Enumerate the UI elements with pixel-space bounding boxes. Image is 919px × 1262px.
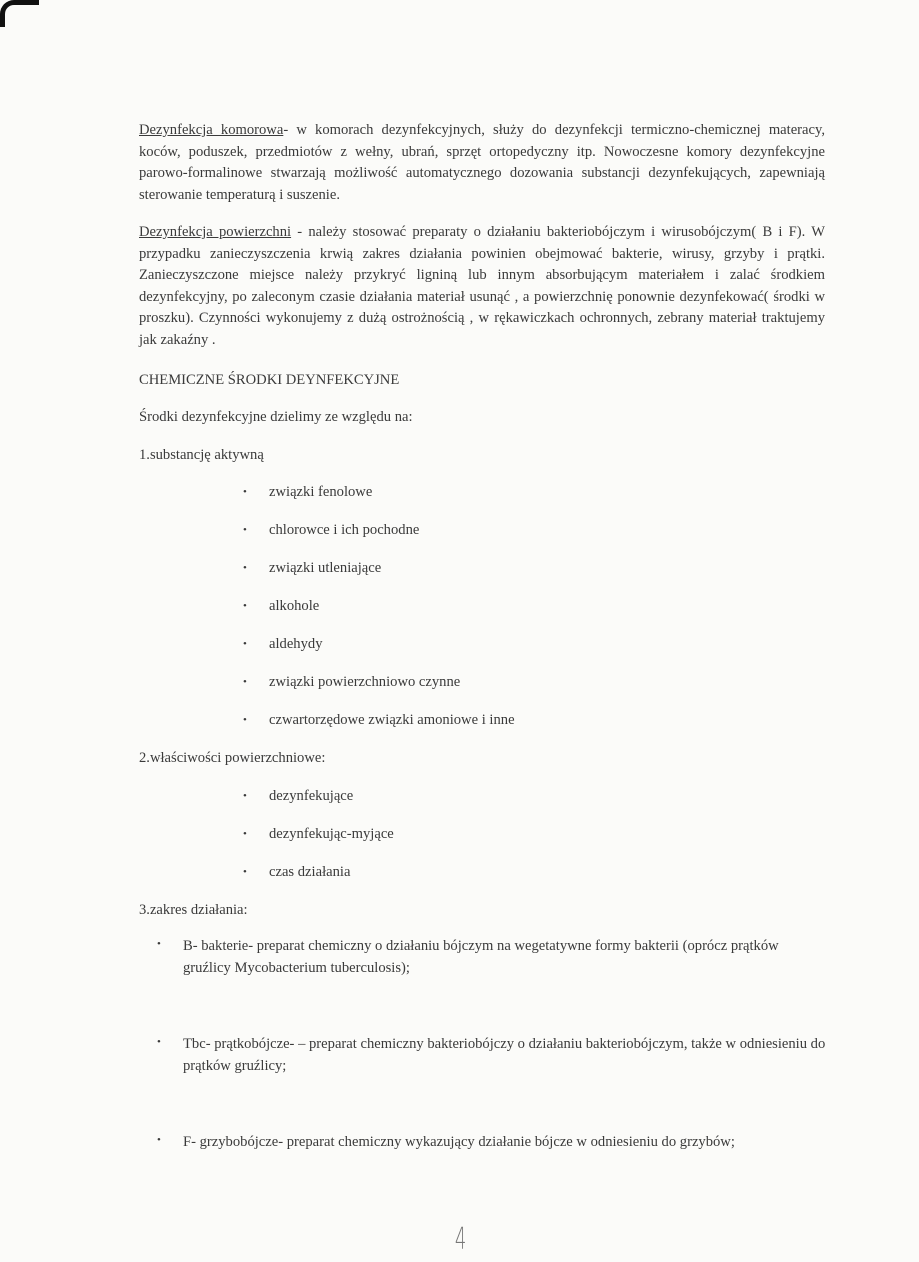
list-item [157, 1034, 827, 1077]
list-item-text: F- grzybobójcze- preparat chemiczny wykazujący działanie bójcze w odniesieniu do grzybów; [183, 1134, 735, 1150]
list-item [243, 824, 394, 846]
list-item [243, 786, 353, 808]
list-item [243, 520, 419, 542]
paragraph-text: - należy stosować preparaty o działaniu bakteriobójczym i wirusobójczym( B i F). W przypadku zanieczyszczenia krwią zakres działania powinien obejmować bakterie, wirusy, grzyby i prątki. Zanieczyszczone miejsce należy przykryć ligniną lub innym absorbującym materiałem i zalać środkiem dezynfekcyjny, po zaleconym czasie działania materiał usunąć , a powierzchnię ponownie dezynfekować( środki w proszku). Czynności wykonujemy z dużą ostrożnością , w rękawiczkach ochronnych, zebrany materiał traktujemy jak zakaźny . [139, 224, 825, 348]
bullet-icon: • [243, 676, 247, 688]
list-item [157, 1132, 827, 1154]
list-item-text: dezynfekujące [269, 788, 354, 804]
list-item-text: czwartorzędowe związki amoniowe i inne [269, 712, 515, 728]
scan-corner-mark [0, 0, 39, 27]
list-item [157, 936, 827, 979]
list-item [243, 710, 515, 732]
heading-surface-disinfection: Dezynfekcja powierzchni [139, 224, 292, 240]
paragraph-chamber-disinfection [139, 120, 825, 206]
bullet-icon: • [157, 1134, 161, 1146]
list-item [243, 596, 319, 618]
bullet-icon: • [243, 828, 247, 840]
paragraph-text: - w komorach dezynfekcyjnych, służy do dezynfekcji termiczno-chemicznej materacy, koców, poduszek, przedmiotów z wełny, ubrań, sprzęt ortopedyczny itp. Nowoczesne komory dezynfekcyjne parowo-formalinowe stwarzają możliwość automatycznego dozowania substancji dezynfekujących, zapewniają sterowanie temperaturą i suszenie. [139, 122, 825, 203]
bullet-icon: • [243, 866, 247, 878]
list-item-text: związki powierzchniowo czynne [269, 674, 461, 690]
bullet-icon: • [157, 1036, 161, 1048]
bullet-icon: • [243, 562, 247, 574]
list-item-text: alkohole [269, 598, 320, 614]
list-item [243, 558, 381, 580]
intro-text: Środki dezynfekcyjne dzielimy ze względu na: [139, 409, 413, 425]
list-item-text: aldehydy [269, 636, 323, 652]
paragraph-surface-disinfection [139, 222, 825, 352]
list-item-text: czas działania [269, 864, 351, 880]
list-item [243, 672, 460, 694]
list-item [243, 862, 350, 884]
list-item-text: związki fenolowe [269, 484, 373, 500]
heading-chamber-disinfection: Dezynfekcja komorowa [139, 122, 284, 138]
list-item [243, 634, 323, 656]
list-item-text: dezynfekując-myjące [269, 826, 394, 842]
category-3-label: 3.zakres działania: [139, 902, 248, 918]
category-1-label: 1.substancję aktywną [139, 447, 264, 463]
bullet-icon: • [243, 524, 247, 536]
list-item-text: związki utleniające [269, 560, 382, 576]
list-item-text: Tbc- prątkobójcze- – preparat chemiczny bakteriobójczy o działaniu bakteriobójczym, także w odniesieniu do prątków gruźlicy; [183, 1036, 826, 1074]
bullet-icon: • [243, 714, 247, 726]
category-2-label: 2.właściwości powierzchniowe: [139, 750, 326, 766]
section-title: CHEMICZNE ŚRODKI DEYNFEKCYJNE [139, 372, 400, 388]
bullet-icon: • [243, 790, 247, 802]
page-number: 4 [454, 1222, 467, 1257]
bullet-icon: • [157, 938, 161, 950]
list-item [243, 482, 372, 504]
bullet-icon: • [243, 600, 247, 612]
list-item-text: chlorowce i ich pochodne [269, 522, 420, 538]
bullet-icon: • [243, 638, 247, 650]
list-item-text: B- bakterie- preparat chemiczny o działaniu bójczym na wegetatywne formy bakterii (oprócz prątków gruźlicy Mycobacterium tuberculosis); [183, 938, 779, 976]
bullet-icon: • [243, 486, 247, 498]
